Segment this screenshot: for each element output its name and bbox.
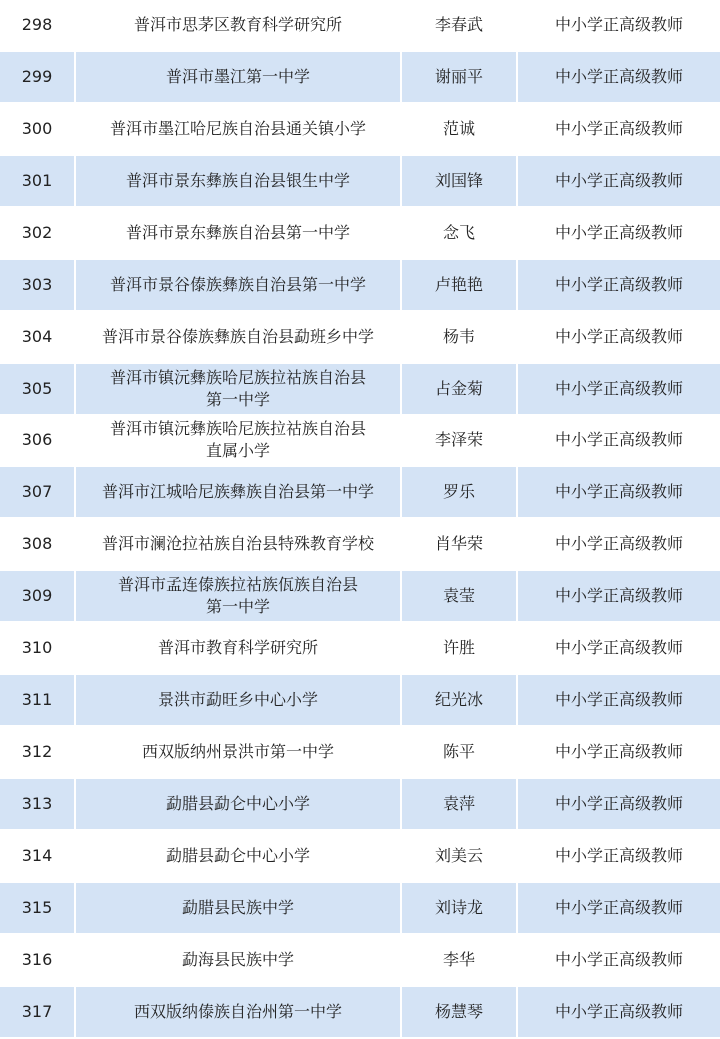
school-cell bbox=[76, 519, 402, 571]
school-cell bbox=[76, 571, 402, 623]
teacher-name-cell: 谢丽平 bbox=[402, 52, 518, 104]
teacher-name-cell: 范诚 bbox=[402, 104, 518, 156]
serial-number-cell: 314 bbox=[0, 831, 76, 883]
title-cell: 中小学正高级教师 bbox=[518, 0, 720, 52]
school-name-line: 普洱市景谷傣族彝族自治县第一中学 bbox=[109, 274, 366, 294]
table-row bbox=[0, 935, 720, 987]
serial-number-cell: 307 bbox=[0, 467, 76, 519]
teacher-name-cell: 许胜 bbox=[402, 623, 518, 675]
school-cell bbox=[76, 727, 402, 779]
school-name-line: 直属小学 bbox=[205, 441, 270, 461]
title-cell: 中小学正高级教师 bbox=[518, 208, 720, 260]
title-cell: 中小学正高级教师 bbox=[518, 727, 720, 779]
school-cell bbox=[76, 467, 402, 519]
table-row bbox=[0, 156, 720, 208]
table-row bbox=[0, 52, 720, 104]
school-name-line: 勐腊县勐仑中心小学 bbox=[165, 845, 310, 865]
school-cell bbox=[76, 779, 402, 831]
school-name-line: 普洱市景谷傣族彝族自治县勐班乡中学 bbox=[101, 326, 374, 346]
school-name-line: 普洱市教育科学研究所 bbox=[157, 638, 318, 658]
school-name-line: 第一中学 bbox=[205, 389, 270, 409]
table-row bbox=[0, 519, 720, 571]
serial-number-cell: 315 bbox=[0, 883, 76, 935]
title-cell: 中小学正高级教师 bbox=[518, 156, 720, 208]
serial-number-cell: 316 bbox=[0, 935, 76, 987]
title-cell: 中小学正高级教师 bbox=[518, 571, 720, 623]
school-cell bbox=[76, 208, 402, 260]
serial-number-cell: 313 bbox=[0, 779, 76, 831]
school-cell bbox=[76, 987, 402, 1039]
school-name-line: 普洱市景东彝族自治县银生中学 bbox=[125, 170, 350, 190]
teacher-name-cell: 陈平 bbox=[402, 727, 518, 779]
school-name-line: 勐腊县民族中学 bbox=[181, 897, 294, 917]
table-row bbox=[0, 571, 720, 623]
serial-number-cell: 311 bbox=[0, 675, 76, 727]
serial-number-cell: 304 bbox=[0, 312, 76, 364]
school-cell bbox=[76, 260, 402, 312]
teacher-name-cell: 纪光冰 bbox=[402, 675, 518, 727]
serial-number-cell: 298 bbox=[0, 0, 76, 52]
school-cell bbox=[76, 156, 402, 208]
teacher-name-cell: 念飞 bbox=[402, 208, 518, 260]
serial-number-cell: 305 bbox=[0, 364, 76, 416]
title-cell: 中小学正高级教师 bbox=[518, 935, 720, 987]
title-cell: 中小学正高级教师 bbox=[518, 312, 720, 364]
title-cell: 中小学正高级教师 bbox=[518, 623, 720, 675]
table-row bbox=[0, 675, 720, 727]
teacher-name-cell: 刘国锋 bbox=[402, 156, 518, 208]
table-row bbox=[0, 312, 720, 364]
table-row bbox=[0, 987, 720, 1039]
table-row bbox=[0, 623, 720, 675]
table-row bbox=[0, 883, 720, 935]
school-cell bbox=[76, 416, 402, 468]
title-cell: 中小学正高级教师 bbox=[518, 52, 720, 104]
serial-number-cell: 302 bbox=[0, 208, 76, 260]
school-name-line: 勐腊县勐仑中心小学 bbox=[165, 794, 310, 814]
school-cell bbox=[76, 364, 402, 416]
teacher-name-cell: 李春武 bbox=[402, 0, 518, 52]
table-row bbox=[0, 104, 720, 156]
title-cell: 中小学正高级教师 bbox=[518, 416, 720, 468]
serial-number-cell: 308 bbox=[0, 519, 76, 571]
table-row bbox=[0, 364, 720, 416]
school-name-line: 普洱市墨江第一中学 bbox=[165, 66, 310, 86]
title-cell: 中小学正高级教师 bbox=[518, 467, 720, 519]
school-name-line: 普洱市澜沧拉祜族自治县特殊教育学校 bbox=[101, 534, 374, 554]
school-name-line: 勐海县民族中学 bbox=[181, 949, 294, 969]
school-cell bbox=[76, 883, 402, 935]
school-cell bbox=[76, 935, 402, 987]
serial-number-cell: 301 bbox=[0, 156, 76, 208]
school-cell bbox=[76, 52, 402, 104]
school-cell bbox=[76, 104, 402, 156]
school-name-line: 西双版纳傣族自治州第一中学 bbox=[133, 1001, 342, 1021]
school-cell bbox=[76, 623, 402, 675]
table-row bbox=[0, 779, 720, 831]
teacher-name-cell: 李泽荣 bbox=[402, 416, 518, 468]
serial-number-cell: 317 bbox=[0, 987, 76, 1039]
teacher-name-cell: 刘诗龙 bbox=[402, 883, 518, 935]
table-row bbox=[0, 0, 720, 52]
serial-number-cell: 303 bbox=[0, 260, 76, 312]
title-cell: 中小学正高级教师 bbox=[518, 364, 720, 416]
teacher-name-cell: 罗乐 bbox=[402, 467, 518, 519]
teacher-name-cell: 肖华荣 bbox=[402, 519, 518, 571]
table-row bbox=[0, 416, 720, 468]
serial-number-cell: 309 bbox=[0, 571, 76, 623]
table-row bbox=[0, 727, 720, 779]
serial-number-cell: 306 bbox=[0, 416, 76, 468]
title-cell: 中小学正高级教师 bbox=[518, 675, 720, 727]
teacher-name-cell: 杨慧琴 bbox=[402, 987, 518, 1039]
title-cell: 中小学正高级教师 bbox=[518, 831, 720, 883]
school-name-line: 景洪市勐旺乡中心小学 bbox=[157, 690, 318, 710]
teacher-name-cell: 袁萍 bbox=[402, 779, 518, 831]
school-name-line: 普洱市孟连傣族拉祜族佤族自治县 bbox=[117, 575, 358, 595]
school-cell bbox=[76, 831, 402, 883]
school-cell bbox=[76, 0, 402, 52]
teacher-name-cell: 占金菊 bbox=[402, 364, 518, 416]
title-cell: 中小学正高级教师 bbox=[518, 519, 720, 571]
table-row bbox=[0, 208, 720, 260]
school-name-line: 普洱市镇沅彝族哈尼族拉祜族自治县 bbox=[109, 367, 366, 387]
table-row bbox=[0, 831, 720, 883]
school-name-line: 普洱市镇沅彝族哈尼族拉祜族自治县 bbox=[109, 419, 366, 439]
title-cell: 中小学正高级教师 bbox=[518, 779, 720, 831]
title-cell: 中小学正高级教师 bbox=[518, 883, 720, 935]
school-name-line: 西双版纳州景洪市第一中学 bbox=[141, 742, 334, 762]
title-cell: 中小学正高级教师 bbox=[518, 987, 720, 1039]
school-name-line: 第一中学 bbox=[205, 597, 270, 617]
table-row bbox=[0, 467, 720, 519]
serial-number-cell: 310 bbox=[0, 623, 76, 675]
teacher-name-cell: 卢艳艳 bbox=[402, 260, 518, 312]
teacher-name-cell: 杨韦 bbox=[402, 312, 518, 364]
teacher-name-cell: 袁莹 bbox=[402, 571, 518, 623]
school-name-line: 普洱市江城哈尼族彝族自治县第一中学 bbox=[101, 482, 374, 502]
table-row bbox=[0, 260, 720, 312]
school-name-line: 普洱市墨江哈尼族自治县通关镇小学 bbox=[109, 118, 366, 138]
title-cell: 中小学正高级教师 bbox=[518, 260, 720, 312]
school-cell bbox=[76, 675, 402, 727]
teacher-name-cell: 刘美云 bbox=[402, 831, 518, 883]
serial-number-cell: 300 bbox=[0, 104, 76, 156]
serial-number-cell: 299 bbox=[0, 52, 76, 104]
school-name-line: 普洱市思茅区教育科学研究所 bbox=[133, 14, 342, 34]
teacher-name-cell: 李华 bbox=[402, 935, 518, 987]
school-name-line: 普洱市景东彝族自治县第一中学 bbox=[125, 222, 350, 242]
title-cell: 中小学正高级教师 bbox=[518, 104, 720, 156]
serial-number-cell: 312 bbox=[0, 727, 76, 779]
school-cell bbox=[76, 312, 402, 364]
